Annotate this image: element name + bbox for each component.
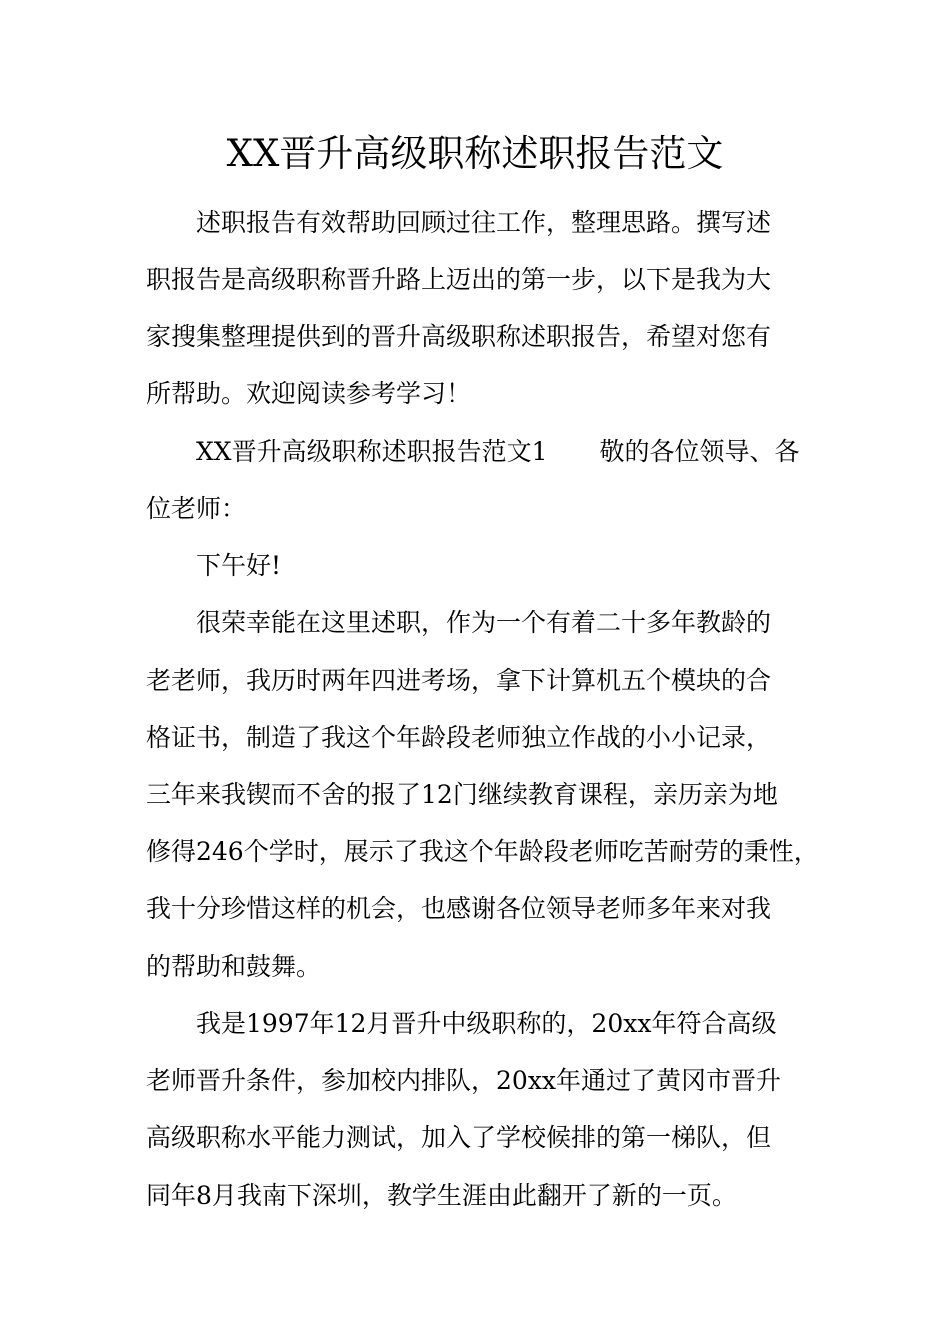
p1-line-6: 我十分珍惜这样的机会，也感谢各位领导老师多年来对我	[146, 894, 772, 923]
p2-line-3: 高级职称水平能力测试，加入了学校候排的第一梯队，但	[146, 1123, 772, 1152]
intro-line-1: 述职报告有效帮助回顾过往工作，整理思路。撰写述	[196, 208, 772, 237]
intro-line-4: 所帮助。欢迎阅读参考学习！	[146, 379, 472, 408]
section-heading-line	[196, 432, 800, 472]
salutation: 敬的各位领导、各	[599, 437, 800, 466]
section-heading: XX晋升高级职称述职报告范文1	[196, 437, 548, 466]
p1-line-5: 修得246个学时，展示了我这个年龄段老师吃苦耐劳的秉性，	[146, 837, 819, 866]
p1-line-1: 很荣幸能在这里述职，作为一个有着二十多年教龄的	[196, 608, 772, 637]
document-title: XX晋升高级职称述职报告范文	[226, 132, 724, 175]
intro-line-3: 家搜集整理提供到的晋升高级职称述职报告，希望对您有	[146, 322, 772, 351]
p1-line-4: 三年来我锲而不舍的报了12门继续教育课程，亲历亲为地	[146, 780, 778, 809]
p1-line-2: 老老师，我历时两年四进考场，拿下计算机五个模块的合	[146, 666, 772, 695]
p1-line-3: 格证书，制造了我这个年龄段老师独立作战的小小记录，	[146, 723, 772, 752]
p2-line-1: 我是1997年12月晋升中级职称的，20xx年符合高级	[196, 1009, 777, 1038]
salutation-continued: 位老师：	[146, 494, 247, 523]
p2-line-4: 同年8月我南下深圳，教学生涯由此翻开了新的一页。	[146, 1181, 737, 1210]
greeting: 下午好!	[196, 551, 282, 580]
intro-line-2: 职报告是高级职称晋升路上迈出的第一步，以下是我为大	[146, 265, 772, 294]
p2-line-2: 老师晋升条件，参加校内排队，20xx年通过了黄冈市晋升	[146, 1066, 782, 1095]
p1-line-7: 的帮助和鼓舞。	[146, 952, 322, 981]
